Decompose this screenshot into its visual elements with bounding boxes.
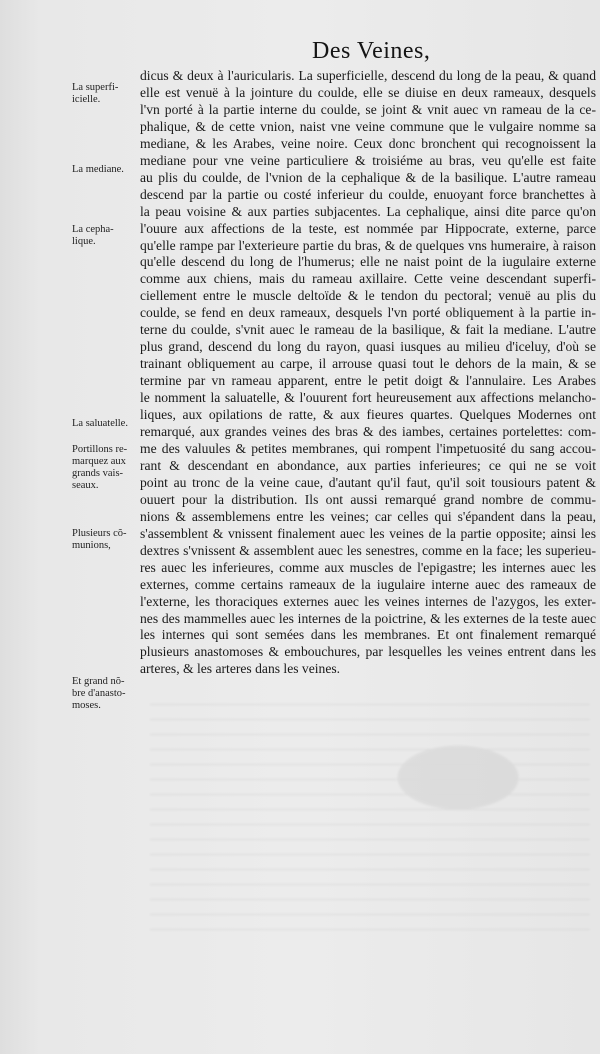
text-line: me des valuules & petites membranes, qui rompent l'impetuosité du sang accou-: [140, 440, 596, 456]
text-line: comme aux chiens, mais du rameau axillaire. Cette veine descendant superfi-: [140, 271, 596, 287]
text-line: ouuert pour la distribution. Ils ont aussi remarqué grand nombre de commu-: [140, 491, 596, 507]
text-line: point au tronc de la veine caue, d'autant qu'il faut, qu'il soit tousiours patent &: [140, 474, 596, 490]
text-line: trainant obliquement au carpe, il arrouse quasi tout le dehors de la main, & se: [140, 356, 596, 372]
text-line: dicus & deux à l'auricularis. La superficielle, descend du long de la peau, & quand: [140, 68, 596, 83]
text-line: au plis du coulde, de l'vnion de la cephalique & de la basilique. L'autre rameau: [140, 169, 596, 185]
text-line: nes des mammelles auec les internes de la poictrine, & les externes de la teste auec: [140, 610, 596, 626]
running-header: Des Veines,: [312, 38, 431, 64]
text-line: descend par la partie ou costé inferieur du coulde, enuoyant force branchettes à: [140, 186, 596, 202]
margin-note-communions: Plusieurs cõ- munions,: [72, 528, 127, 551]
margin-note-mediane: La mediane.: [72, 164, 124, 175]
text-line: rant & descendant en abondance, aux parties inferieures; ce qui ne se voit: [140, 457, 596, 473]
margin-note-superficielle: La superfi- icielle.: [72, 82, 119, 105]
text-line: coulde, se fend en deux rameaux, desquels l'vn porté obliquement à la partie in-: [140, 305, 596, 321]
text-line: arteres, & les arteres dans les veines.: [140, 661, 341, 677]
text-line: la peau voisine & aux parties subjacentes. La cephalique, ainsi dite parce qu'on: [140, 203, 596, 219]
text-line: les internes qui sont semées dans les membranes. Et ont finalement remarqué: [140, 627, 596, 643]
text-line: res auec les inferieures, comme aux muscles de l'epigastre; les internes auec les: [140, 559, 596, 575]
text-line: phalique, & de cette vnion, naist vne veine commune que le vulgaire nomme sa: [140, 118, 596, 134]
text-line: terne du coulde, s'vnit auec le rameau de la basilique, & fait la mediane. L'autre: [140, 322, 596, 338]
text-line: remarqué, aux grandes veines des bras & des iambes, certaines portelettes: com-: [140, 424, 596, 440]
show-through-bleed: [150, 690, 590, 940]
text-line: l'vn porté à la partie interne du coulde, se joint & vnit auec vn rameau de la ce-: [140, 101, 596, 117]
margin-note-portillons: Portillons re- marquez aux grands vais- seaux.: [72, 444, 128, 491]
text-line: elle est venuë à la jointure du coulde, elle se diuise en deux rameaux, desquels: [140, 84, 596, 100]
text-line: qu'elle rampe par l'exterieure partie du bras, & de quelques vns humeraire, à raison: [140, 237, 596, 253]
text-line: termine par vn rameau apparent, entre le petit doigt & l'annulaire. Les Arabes: [140, 373, 596, 389]
text-line: externes, comme certains rameaux de la iugulaire interne auec des rameaux de: [140, 576, 596, 592]
margin-note-cephalique: La cepha- lique.: [72, 224, 114, 247]
text-line: mediane, & les Arabes, veine noire. Ceux donc bronchent qui recognoissent la: [140, 135, 596, 151]
margin-note-anastomoses: Et grand nõ- bre d'anasto- moses.: [72, 676, 126, 711]
text-line: dextres s'vnissent & assemblent auec les senestres, comme en la face; les superieu-: [140, 542, 596, 558]
text-line: le nomment la saluatelle, & l'ouurent fort heureusement aux affections melancho-: [140, 390, 596, 406]
margin-note-saluatelle: La saluatelle.: [72, 418, 128, 429]
text-line: s'assemblent & vnissent finalement auec les veines de la partie opposite; ainsi les: [140, 525, 596, 541]
text-line: liques, aux opilations de ratte, & aux fieures quartes. Quelques Modernes ont: [140, 407, 596, 423]
text-line: plus grand, descend du long du rayon, quasi iusques au milieu d'iceluy, d'où se: [140, 339, 596, 355]
text-line: qu'elle descend du long de l'humerus; elle ne naist point de la iugulaire externe: [140, 254, 596, 270]
body-text: [140, 68, 596, 678]
text-line: nions & assemblemens entre les veines; car celles qui s'épandent dans la peau,: [140, 508, 596, 524]
text-line: l'ouure aux affections de la teste, est nommée par Hippocrate, externe, parce: [140, 220, 596, 236]
text-line: l'externe, les thoraciques externes auec les veines internes de l'azygos, les exter-: [140, 593, 596, 609]
text-line: mediane pour vne veine particuliere & troisiéme au bras, veu qu'elle est faite: [140, 152, 596, 168]
text-line: ciellement entre le muscle deltoïde & le tendon du pectoral; venuë au plis du: [140, 288, 596, 304]
text-line: plusieurs anastomoses & embouchures, par lesquelles les veines entrent dans les: [140, 644, 596, 660]
